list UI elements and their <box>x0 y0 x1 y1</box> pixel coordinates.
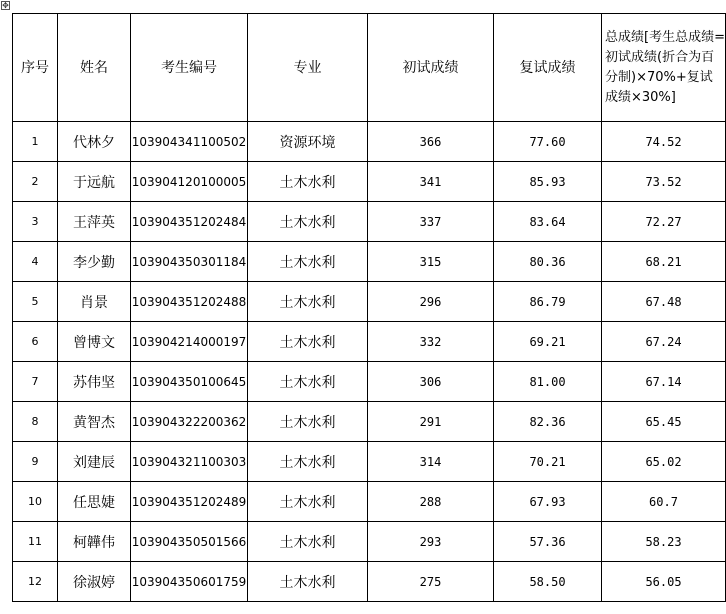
cell-index: 1 <box>13 122 58 162</box>
cell-initial-score: 314 <box>368 442 494 482</box>
cell-name: 肖景 <box>58 282 131 322</box>
cell-initial-score: 306 <box>368 362 494 402</box>
cell-initial-score: 315 <box>368 242 494 282</box>
cell-total-score: 65.45 <box>602 402 726 442</box>
cell-total-score: 73.52 <box>602 162 726 202</box>
cell-student-id: 103904350301184 <box>131 242 248 282</box>
cell-initial-score: 293 <box>368 522 494 562</box>
cell-retest-score: 82.36 <box>494 402 602 442</box>
cell-student-id: 103904350501566 <box>131 522 248 562</box>
cell-retest-score: 70.21 <box>494 442 602 482</box>
table-row <box>13 442 726 482</box>
table-row <box>13 202 726 242</box>
cell-index: 8 <box>13 402 58 442</box>
cell-name: 黄智杰 <box>58 402 131 442</box>
cell-major: 土木水利 <box>248 362 368 402</box>
cell-index: 6 <box>13 322 58 362</box>
cell-retest-score: 57.36 <box>494 522 602 562</box>
cell-initial-score: 332 <box>368 322 494 362</box>
cell-index: 5 <box>13 282 58 322</box>
cell-total-score: 72.27 <box>602 202 726 242</box>
cell-initial-score: 291 <box>368 402 494 442</box>
table-body <box>13 122 726 602</box>
table-row <box>13 122 726 162</box>
cell-student-id: 103904351202488 <box>131 282 248 322</box>
cell-index: 4 <box>13 242 58 282</box>
cell-student-id: 103904214000197 <box>131 322 248 362</box>
cell-major: 土木水利 <box>248 322 368 362</box>
cell-total-score: 58.23 <box>602 522 726 562</box>
cell-major: 土木水利 <box>248 402 368 442</box>
cell-major: 土木水利 <box>248 442 368 482</box>
cell-major: 土木水利 <box>248 162 368 202</box>
cell-major: 土木水利 <box>248 282 368 322</box>
cell-total-score: 67.24 <box>602 322 726 362</box>
cell-student-id: 103904350601759 <box>131 562 248 602</box>
cell-total-score: 56.05 <box>602 562 726 602</box>
table-row <box>13 562 726 602</box>
cell-major: 土木水利 <box>248 482 368 522</box>
cell-total-score: 68.21 <box>602 242 726 282</box>
cell-index: 11 <box>13 522 58 562</box>
cell-retest-score: 77.60 <box>494 122 602 162</box>
cell-total-score: 60.7 <box>602 482 726 522</box>
cell-name: 任思婕 <box>58 482 131 522</box>
cell-name: 王萍英 <box>58 202 131 242</box>
cell-index: 7 <box>13 362 58 402</box>
cell-total-score: 67.48 <box>602 282 726 322</box>
cell-index: 10 <box>13 482 58 522</box>
cell-retest-score: 67.93 <box>494 482 602 522</box>
cell-index: 12 <box>13 562 58 602</box>
cell-student-id: 103904321100303 <box>131 442 248 482</box>
cell-retest-score: 83.64 <box>494 202 602 242</box>
cell-total-score: 67.14 <box>602 362 726 402</box>
header-retest-score: 复试成绩 <box>494 14 602 122</box>
cell-student-id: 103904351202484 <box>131 202 248 242</box>
cell-major: 土木水利 <box>248 562 368 602</box>
cell-major: 土木水利 <box>248 522 368 562</box>
table-row <box>13 362 726 402</box>
cell-retest-score: 69.21 <box>494 322 602 362</box>
cell-major: 土木水利 <box>248 202 368 242</box>
cell-initial-score: 275 <box>368 562 494 602</box>
table-row <box>13 522 726 562</box>
cell-retest-score: 85.93 <box>494 162 602 202</box>
cell-retest-score: 81.00 <box>494 362 602 402</box>
table-row <box>13 482 726 522</box>
header-initial-score: 初试成绩 <box>368 14 494 122</box>
cell-initial-score: 341 <box>368 162 494 202</box>
cell-index: 9 <box>13 442 58 482</box>
header-name: 姓名 <box>58 14 131 122</box>
cell-retest-score: 86.79 <box>494 282 602 322</box>
table-header-row <box>13 14 726 122</box>
table-row <box>13 282 726 322</box>
table-row <box>13 402 726 442</box>
cell-index: 3 <box>13 202 58 242</box>
cell-major: 资源环境 <box>248 122 368 162</box>
cell-initial-score: 296 <box>368 282 494 322</box>
table-row <box>13 322 726 362</box>
cell-name: 徐淑婷 <box>58 562 131 602</box>
cell-total-score: 74.52 <box>602 122 726 162</box>
cell-student-id: 103904322200362 <box>131 402 248 442</box>
cell-initial-score: 288 <box>368 482 494 522</box>
cell-student-id: 103904350100645 <box>131 362 248 402</box>
header-student-id: 考生编号 <box>131 14 248 122</box>
cell-student-id: 103904120100005 <box>131 162 248 202</box>
cell-name: 于远航 <box>58 162 131 202</box>
cell-total-score: 65.02 <box>602 442 726 482</box>
table-move-handle-icon[interactable]: ✥ <box>2 1 9 10</box>
cell-student-id: 103904341100502 <box>131 122 248 162</box>
cell-name: 苏伟坚 <box>58 362 131 402</box>
cell-name: 代林夕 <box>58 122 131 162</box>
cell-name: 李少勤 <box>58 242 131 282</box>
cell-retest-score: 80.36 <box>494 242 602 282</box>
cell-name: 柯韡伟 <box>58 522 131 562</box>
cell-retest-score: 58.50 <box>494 562 602 602</box>
cell-name: 曾博文 <box>58 322 131 362</box>
table-row <box>13 162 726 202</box>
header-total-score: 总成绩[考生总成绩=初试成绩(折合为百分制)×70%+复试成绩×30%] <box>602 14 726 122</box>
cell-student-id: 103904351202489 <box>131 482 248 522</box>
header-major: 专业 <box>248 14 368 122</box>
cell-name: 刘建辰 <box>58 442 131 482</box>
cell-initial-score: 337 <box>368 202 494 242</box>
table-row <box>13 242 726 282</box>
cell-major: 土木水利 <box>248 242 368 282</box>
header-index: 序号 <box>13 14 58 122</box>
cell-index: 2 <box>13 162 58 202</box>
score-table <box>12 13 726 602</box>
cell-initial-score: 366 <box>368 122 494 162</box>
